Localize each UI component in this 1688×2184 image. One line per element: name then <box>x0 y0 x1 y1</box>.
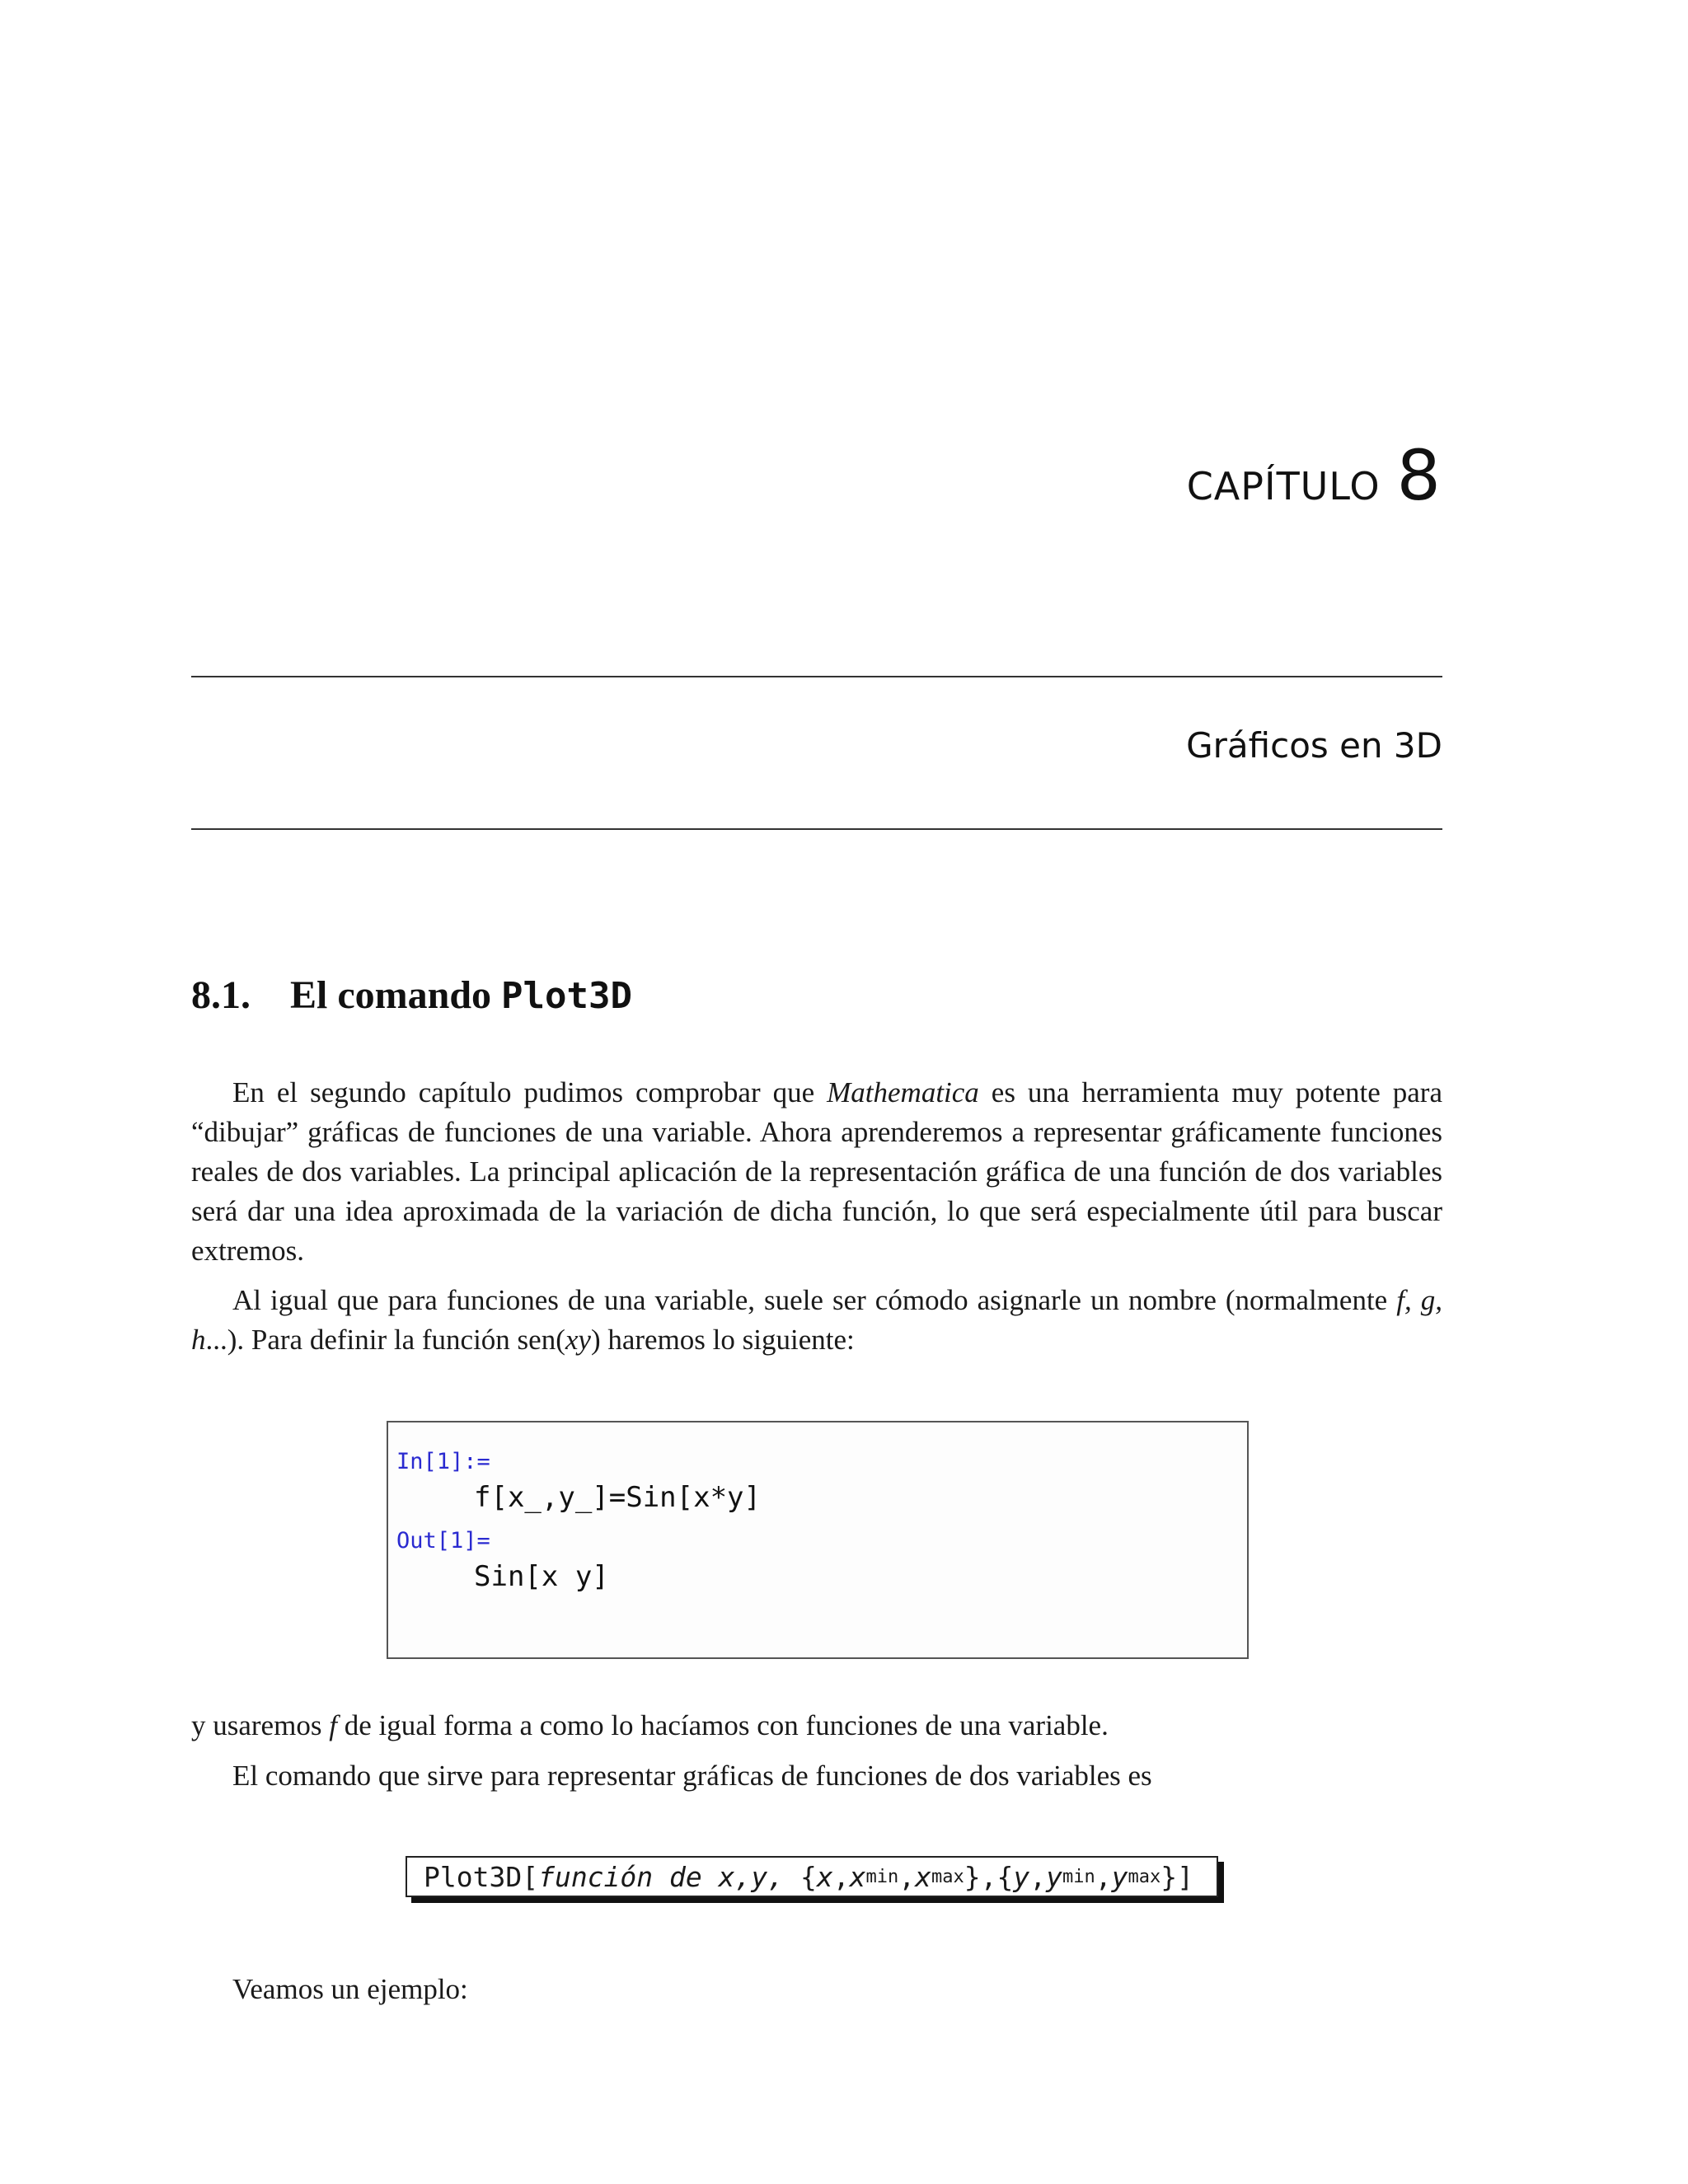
syntax-y: y <box>1013 1860 1030 1893</box>
syntax-subscript: min <box>1062 1866 1095 1887</box>
section-title-text: El comando <box>290 973 492 1017</box>
syntax-box: Plot3D[ función de x,y, { x , x min , x max },{ y , y min , y max }] <box>406 1856 1218 1897</box>
paragraph-text: y usaremos <box>191 1709 330 1741</box>
syntax-subscript: min <box>865 1866 899 1887</box>
paragraph-text: ) haremos lo siguiente: <box>590 1324 855 1356</box>
paragraph-text: es una herramienta muy potente para “dibujar” gráficas de funciones de una variable. Ahora aprenderemos a representar gráficamente funciones reales de dos variables. La principal aplicación de la representación gráfica de una función de dos variables será dar una idea aproximada de la variación de dicha función, lo que será especialmente útil para buscar extremos. <box>191 1076 1442 1267</box>
syntax-x: x <box>915 1860 931 1893</box>
syntax-separator: },{ <box>964 1860 1014 1893</box>
math-xy: xy <box>565 1324 591 1356</box>
paragraph-text: Al igual que para funciones de una variable, suele ser cómodo asignarle un nombre (normalmente <box>232 1284 1397 1316</box>
section-number: 8.1. <box>191 973 251 1017</box>
paragraph-command-intro <box>191 1756 1442 1796</box>
syntax-command: Plot3D[ <box>424 1860 539 1893</box>
chapter-title: Gráficos en 3D <box>1186 725 1442 766</box>
section-title-command: Plot3D <box>501 975 632 1017</box>
output-label: Out[1]= <box>396 1528 490 1554</box>
syntax-y: y <box>1046 1860 1062 1893</box>
paragraph-text: de igual forma a como lo hacíamos con funciones de una variable. <box>336 1709 1109 1741</box>
mathematica-emphasis: Mathematica <box>827 1076 979 1108</box>
syntax-y: y <box>1111 1860 1128 1893</box>
input-label: In[1]:= <box>396 1449 490 1474</box>
code-cell <box>387 1421 1249 1659</box>
syntax-brace: { <box>784 1860 817 1893</box>
syntax-argument: función de x,y, <box>538 1860 785 1893</box>
chapter-number: 8 <box>1396 435 1441 516</box>
chapter-word: CAPÍTULO <box>1186 464 1381 509</box>
paragraph-text: En el segundo capítulo pudimos comprobar que <box>232 1076 828 1108</box>
section-heading <box>191 972 632 1018</box>
syntax-close: }] <box>1160 1860 1193 1893</box>
paragraph-naming <box>191 1281 1442 1360</box>
paragraph-text: El comando que sirve para representar gráficas de funciones de dos variables es <box>232 1760 1152 1792</box>
math-fgh: f, g, h <box>191 1284 1442 1356</box>
chapter-rule-bottom <box>191 828 1442 830</box>
syntax-subscript: max <box>1128 1866 1161 1887</box>
paragraph-text: ...). Para definir la función sen( <box>205 1324 565 1356</box>
paragraph-text: Veamos un ejemplo: <box>232 1973 468 2005</box>
paragraph-intro <box>191 1073 1442 1271</box>
output-code: Sin[x y] <box>474 1560 609 1593</box>
paragraph-example <box>191 1970 1442 2009</box>
syntax-x: x <box>816 1860 833 1893</box>
chapter-rule-top <box>191 676 1442 677</box>
math-f: f <box>329 1709 337 1741</box>
syntax-subscript: max <box>931 1866 964 1887</box>
paragraph-usage <box>191 1706 1442 1746</box>
input-code: f[x_,y_]=Sin[x*y] <box>474 1481 761 1514</box>
syntax-x: x <box>849 1860 866 1893</box>
chapter-heading <box>1186 435 1441 516</box>
